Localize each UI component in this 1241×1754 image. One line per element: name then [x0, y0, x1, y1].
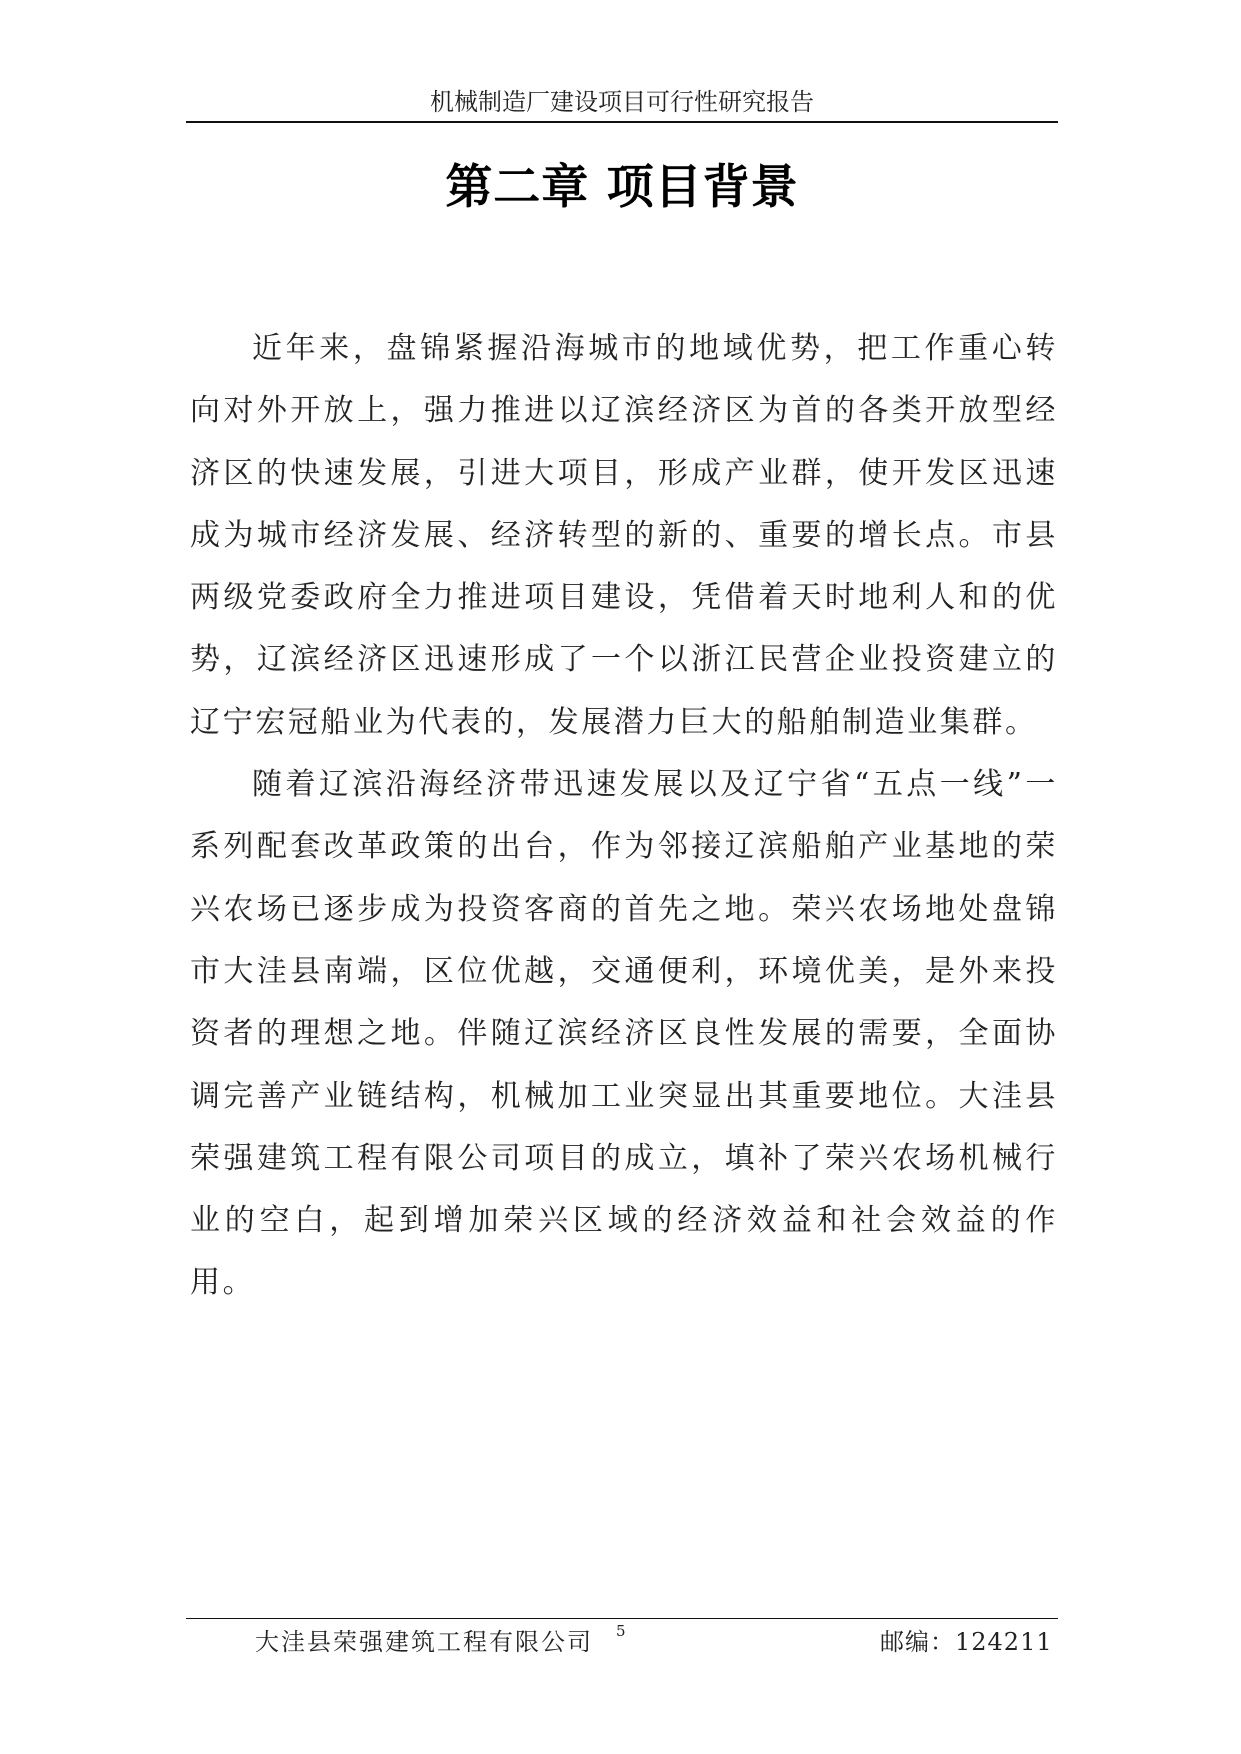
- paragraph-1: 近年来，盘锦紧握沿海城市的地域优势，把工作重心转向对外开放上，强力推进以辽滨经济区为首的各类开放型经济区的快速发展，引进大项目，形成产业群，使开发区迅速成为城市经济发展、经济转型的新的、重要的增长点。市县两级党委政府全力推进项目建设，凭借着天时地利人和的优势，辽滨经济区迅速形成了一个以浙江民营企业投资建立的辽宁宏冠船业为代表的，发展潜力巨大的船舶制造业集群。: [190, 331, 1058, 740]
- footer-postcode: 邮编：124211: [880, 1628, 1053, 1656]
- footer-company-name: 大洼县荣强建筑工程有限公司: [255, 1628, 593, 1656]
- body-text: [190, 318, 1058, 1315]
- header-divider: [186, 121, 1058, 123]
- page-number: 5: [616, 1622, 626, 1640]
- paragraph-2: 随着辽滨沿海经济带迅速发展以及辽宁省“五点一线”一系列配套改革政策的出台，作为邻接辽滨船舶产业基地的荣兴农场已逐步成为投资客商的首先之地。荣兴农场地处盘锦市大洼县南端，区位优越，交通便利，环境优美，是外来投资者的理想之地。伴随辽滨经济区良性发展的需要，全面协调完善产业链结构，机械加工业突显出其重要地位。大洼县荣强建筑工程有限公司项目的成立，填补了荣兴农场机械行业的空白，起到增加荣兴区域的经济效益和社会效益的作用。: [190, 767, 1058, 1301]
- running-header: 机械制造厂建设项目可行性研究报告: [430, 88, 814, 116]
- chapter-title: 第二章 项目背景: [445, 160, 799, 215]
- footer-divider: [186, 1618, 1058, 1619]
